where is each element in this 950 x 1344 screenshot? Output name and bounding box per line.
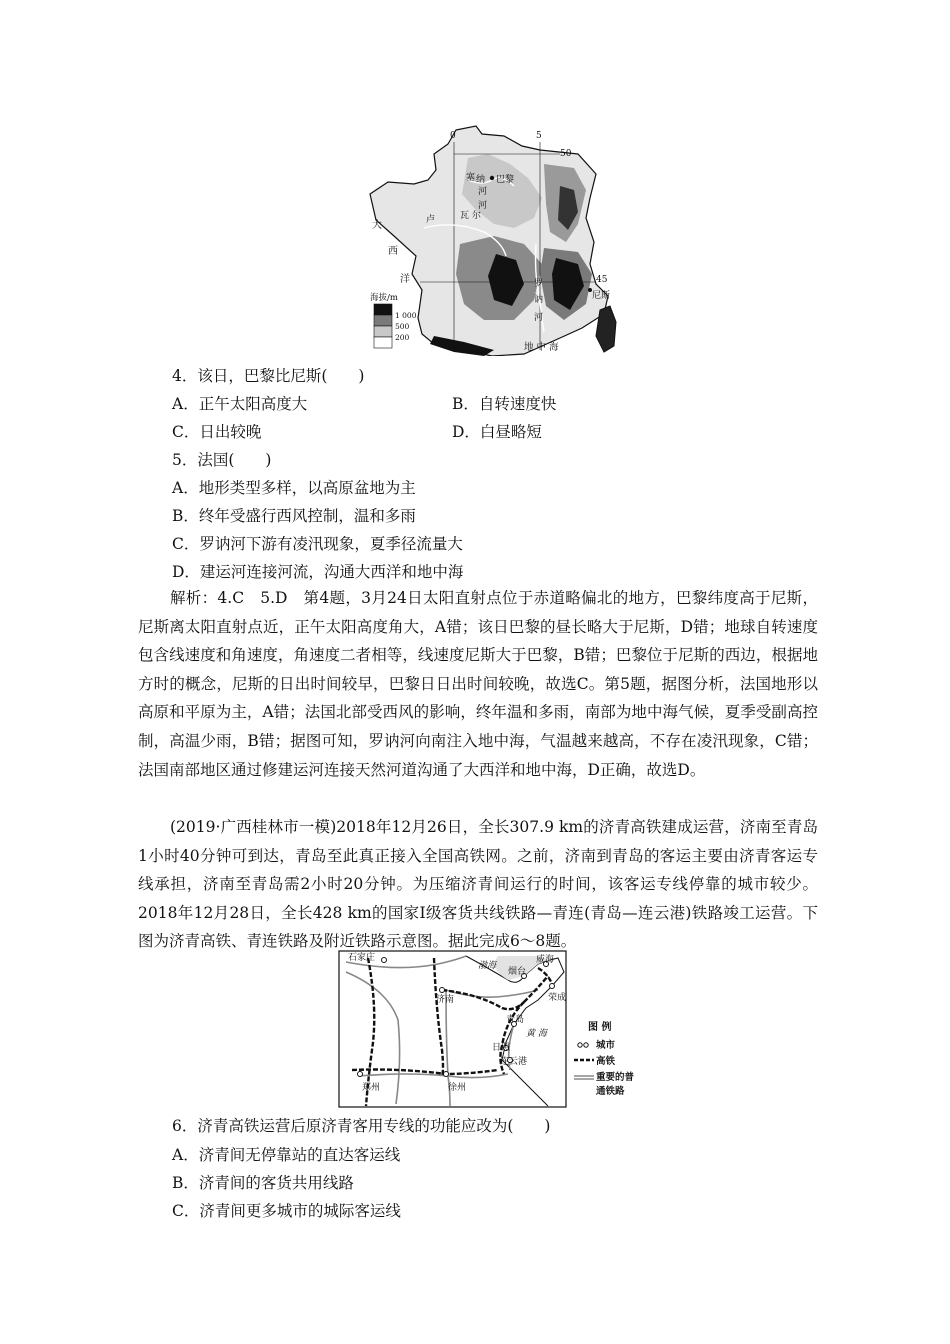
seine-label-1: 塞 [466, 173, 476, 183]
q6-option-b: B．济青间的客货共用线路 [172, 1174, 354, 1192]
q5-option-b: B．终年受盛行西风控制，温和多雨 [172, 507, 416, 525]
q4-option-a: A．正午太阳高度大 [172, 395, 308, 413]
lon-0-label: 0 [450, 131, 456, 141]
rhone-label-2: 讷 [534, 295, 544, 305]
legend-rail-1: 重要的普 [596, 1072, 635, 1083]
rongcheng-label: 荣成 [548, 993, 567, 1003]
atlantic-label-2: 西 [388, 246, 398, 257]
loire-label-3: 瓦 [460, 211, 470, 221]
legend-rail-2: 通铁路 [596, 1086, 625, 1097]
rhone-label-1: 罗 [534, 279, 544, 289]
atlantic-label-1: 大 [372, 220, 382, 231]
q6-option-a: A．济青间无停靠站的直达客运线 [172, 1146, 401, 1164]
shijiazhuang-label: 石家庄 [348, 953, 376, 963]
railway-map [338, 950, 644, 1108]
rizhao-label: 日照 [492, 1043, 511, 1053]
france-terrain-map [364, 124, 626, 356]
weihai-label: 威海 [536, 955, 555, 965]
legend-1000: 1 000 [395, 311, 417, 320]
xuzhou-label: 徐州 [448, 1083, 467, 1093]
q5-option-c: C．罗讷河下游有凌汛现象，夏季径流量大 [172, 535, 463, 553]
intro-paragraph: (2019·广西桂林市一模)2018年12月26日，全长307.9 km的济青高铁建成运营，济南至青岛1小时40分钟可到达，青岛至此真正接入全国高铁网。之前，济南到青岛的客运主要由济青客运专线承担，济南至青岛需2小时20分钟。为压缩济青间运行的时间，该客运专线停靠的城市较少。2018年12月28日，全长428 km的国家Ⅰ级客货共线铁路—青连(青岛—连云港)铁路竣工运营。下图为济青高铁、青连铁路及附近铁路示意图。据此完成6～8题。 [138, 818, 818, 951]
paris-label: 巴黎 [496, 175, 515, 185]
zhengzhou-label: 郑州 [362, 1083, 381, 1093]
q6-stem: 6．济青高铁运营后原济青客用专线的功能应改为( ) [172, 1117, 551, 1135]
seine-label-3: 河 [478, 187, 488, 197]
q6-option-c: C．济青间更多城市的城际客运线 [172, 1202, 401, 1220]
nice-label: 尼斯 [592, 291, 611, 301]
paris-marker [490, 176, 494, 180]
lon-5-label: 5 [536, 131, 542, 141]
q5-option-d: D．建运河连接河流，沟通大西洋和地中海 [172, 563, 464, 581]
legend-hsr: 高铁 [596, 1056, 616, 1067]
jinan-label: 济南 [436, 995, 455, 1005]
q4-option-d: D．白昼略短 [452, 423, 542, 441]
q5-option-a: A．地形类型多样，以高原盆地为主 [172, 479, 416, 497]
q4-stem: 4．该日，巴黎比尼斯( ) [172, 367, 365, 385]
loire-label-1: 河 [478, 201, 488, 211]
q4-option-b: B．自转速度快 [452, 395, 557, 413]
yantai-label: 烟台 [508, 967, 527, 977]
legend-500: 500 [395, 322, 410, 331]
atlantic-label-3: 洋 [400, 274, 410, 285]
seine-label-2: 纳 [476, 175, 486, 185]
lat-45-label: 45 [596, 275, 608, 285]
railway-legend [574, 1020, 635, 1097]
lat-50-label: 50 [560, 149, 572, 159]
q5-stem: 5．法国( ) [172, 451, 272, 469]
analysis-paragraph: 解析：4.C 5.D 第4题，3月24日太阳直射点位于赤道略偏北的地方，巴黎纬度高于尼斯，尼斯离太阳直射点近，正午太阳高度角大，A错；该日巴黎的昼长略大于尼斯，D错；地球自转速度包含线速度和角速度，角速度二者相等，线速度尼斯大于巴黎，B错；巴黎位于尼斯的西边，根据地方时的概念，尼斯的日出时间较早，巴黎日日出时间较晚，故选C。第5题，据图分析，法国地形以高原和平原为主，A错；法国北部受西风的影响，终年温和多雨，南部为地中海气候，夏季受副高控制，高温少雨，B错；据图可知，罗讷河向南注入地中海，气温越来越高，不存在凌汛现象，C错；法国南部地区通过修建运河连接天然河道沟通了大西洋和地中海，D正确，故选D。 [138, 589, 818, 779]
legend-title: 海拔/m [370, 293, 398, 303]
legend-200: 200 [395, 333, 410, 342]
elevation-legend [370, 292, 417, 348]
mediterranean-label: 地 中 海 [524, 342, 559, 353]
loire-label-4: 尔 [472, 211, 482, 221]
q4-option-c: C．日出较晚 [172, 423, 262, 441]
rhone-label-3: 河 [534, 313, 544, 323]
huanghai-label: 黄 海 [526, 1029, 547, 1039]
bohai-label: 渤海 [478, 961, 497, 971]
qingdao-label: 青岛 [506, 1015, 525, 1025]
loire-label-2: 卢 [426, 215, 436, 225]
legend-city: 城市 [596, 1040, 616, 1051]
legend-title: 图 例 [588, 1022, 612, 1033]
lianyungang-label: 连云港 [500, 1057, 528, 1067]
